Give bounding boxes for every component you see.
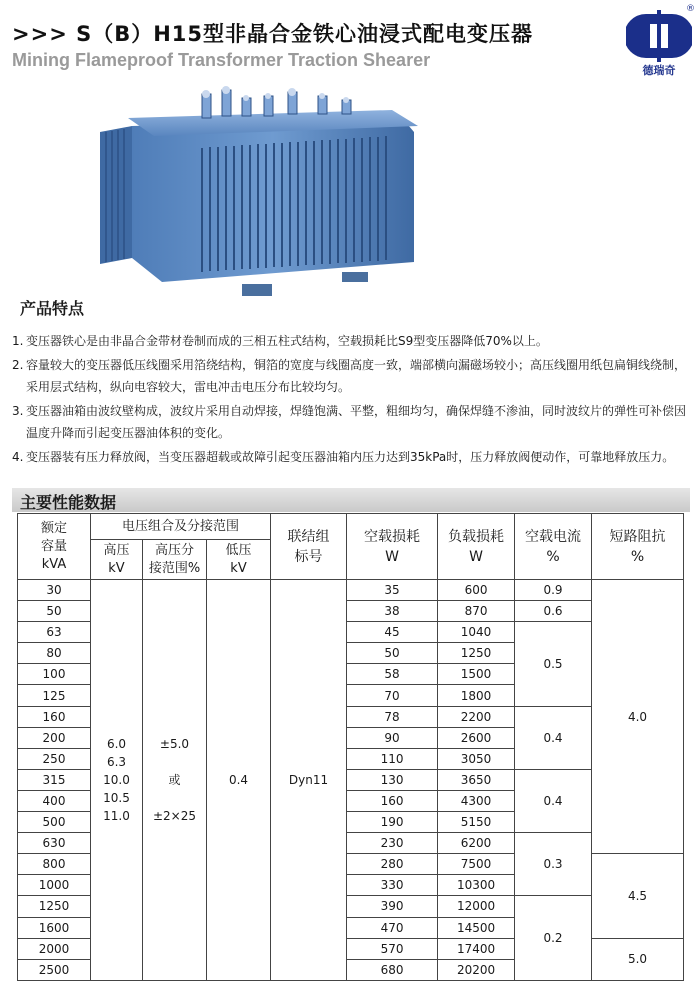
page-title: >>> S（B）H15型非晶合金铁心油浸式配电变压器 (12, 22, 534, 46)
feature-item: 2. 容量较大的变压器低压线圈采用箔绕结构，铜箔的宽度与线圈高度一致，端部横向漏磁场较小；高压线圈用纸包扁铜线绕制，采用层式结构，纵向电容较大，雷电冲击电压分布比较均匀。 (12, 358, 687, 394)
cell-load-loss: 1500 (438, 664, 515, 685)
cell-capacity: 50 (18, 601, 91, 622)
cell-no-load-loss: 330 (347, 875, 438, 896)
cell-no-load-current: 0.3 (515, 833, 592, 896)
cell-capacity: 1250 (18, 896, 91, 917)
cell-load-loss: 1800 (438, 685, 515, 706)
cell-no-load-loss: 280 (347, 854, 438, 875)
cell-impedance: 4.5 (592, 854, 684, 938)
cell-capacity: 100 (18, 664, 91, 685)
cell-load-loss: 5150 (438, 812, 515, 833)
cell-load-loss: 7500 (438, 854, 515, 875)
cell-hv-range: 6.0 6.3 10.0 10.5 11.0 (91, 580, 143, 981)
header-lv: 低压 kV (207, 540, 271, 580)
cell-load-loss: 3050 (438, 748, 515, 769)
cell-capacity: 250 (18, 748, 91, 769)
cell-load-loss: 1250 (438, 643, 515, 664)
cell-lv: 0.4 (207, 580, 271, 981)
feature-item: 3. 变压器油箱由波纹壁构成，波纹片采用自动焊接，焊缝饱满、平整，粗细均匀，确保焊缝不渗油，同时波纹片的弹性可补偿因温度升降而引起变压器油体积的变化。 (12, 404, 687, 440)
cell-capacity: 500 (18, 812, 91, 833)
cell-tap-range: ±5.0 或 ±2×25 (143, 580, 207, 981)
cell-no-load-current: 0.4 (515, 706, 592, 769)
cell-load-loss: 10300 (438, 875, 515, 896)
cell-no-load-loss: 130 (347, 769, 438, 790)
cell-load-loss: 4300 (438, 790, 515, 811)
header-tap: 高压分 接范围% (143, 540, 207, 580)
cell-load-loss: 14500 (438, 917, 515, 938)
cell-no-load-current: 0.2 (515, 896, 592, 981)
page-header (12, 18, 612, 71)
feature-item: 4. 变压器装有压力释放阀，当变压器超载或故障引起变压器油箱内压力达到35kPa时，压力释放阀便动作，可靠地释放压力。 (12, 450, 675, 464)
cell-no-load-loss: 390 (347, 896, 438, 917)
cell-capacity: 63 (18, 622, 91, 643)
cell-load-loss: 2600 (438, 727, 515, 748)
cell-capacity: 800 (18, 854, 91, 875)
cell-capacity: 2500 (18, 959, 91, 980)
cell-no-load-current: 0.4 (515, 769, 592, 832)
brand-logo (626, 10, 692, 84)
performance-title: 主要性能数据 (20, 493, 117, 512)
cell-no-load-loss: 70 (347, 685, 438, 706)
cell-capacity: 200 (18, 727, 91, 748)
logo-name: 德瑞奇 (642, 64, 676, 77)
cell-load-loss: 600 (438, 580, 515, 601)
cell-load-loss: 870 (438, 601, 515, 622)
logo-emblem-icon (626, 10, 692, 62)
cell-capacity: 1000 (18, 875, 91, 896)
cell-no-load-current: 0.9 (515, 580, 592, 601)
header-voltage-group: 电压组合及分接范围 (91, 514, 271, 540)
header-load-loss: 负载损耗 W (438, 514, 515, 580)
cell-no-load-loss: 58 (347, 664, 438, 685)
registered-mark: ® (686, 4, 695, 14)
cell-capacity: 1600 (18, 917, 91, 938)
cell-no-load-current: 0.5 (515, 622, 592, 706)
header-no-load-loss: 空载损耗 W (347, 514, 438, 580)
cell-no-load-loss: 680 (347, 959, 438, 980)
cell-no-load-loss: 190 (347, 812, 438, 833)
cell-no-load-loss: 470 (347, 917, 438, 938)
cell-load-loss: 12000 (438, 896, 515, 917)
cell-impedance: 5.0 (592, 938, 684, 980)
cell-load-loss: 20200 (438, 959, 515, 980)
header-hv: 高压 kV (91, 540, 143, 580)
cell-load-loss: 2200 (438, 706, 515, 727)
cell-capacity: 160 (18, 706, 91, 727)
transformer-photo (92, 86, 437, 308)
cell-capacity: 630 (18, 833, 91, 854)
cell-no-load-current: 0.6 (515, 601, 592, 622)
cell-capacity: 30 (18, 580, 91, 601)
cell-capacity: 2000 (18, 938, 91, 959)
cell-impedance: 4.0 (592, 580, 684, 854)
cell-no-load-loss: 35 (347, 580, 438, 601)
cell-capacity: 125 (18, 685, 91, 706)
cell-capacity: 80 (18, 643, 91, 664)
cell-capacity: 315 (18, 769, 91, 790)
features-list (12, 330, 688, 470)
features-title: 产品特点 (20, 299, 85, 318)
cell-load-loss: 6200 (438, 833, 515, 854)
cell-no-load-loss: 38 (347, 601, 438, 622)
cell-no-load-loss: 50 (347, 643, 438, 664)
transformer-illustration-icon (92, 86, 437, 308)
feature-item: 1. 变压器铁心是由非晶合金带材卷制而成的三相五柱式结构，空载损耗比S9型变压器降低70%以上。 (12, 334, 548, 348)
page-subtitle: Mining Flameproof Transformer Traction Shearer (12, 50, 431, 70)
header-connection: 联结组 标号 (271, 514, 347, 580)
cell-load-loss: 1040 (438, 622, 515, 643)
cell-connection: Dyn11 (271, 580, 347, 981)
cell-no-load-loss: 90 (347, 727, 438, 748)
cell-no-load-loss: 78 (347, 706, 438, 727)
cell-load-loss: 3650 (438, 769, 515, 790)
header-capacity: 额定 容量 kVA (18, 514, 91, 580)
cell-no-load-loss: 570 (347, 938, 438, 959)
performance-table (17, 513, 684, 981)
header-no-load-current: 空载电流 % (515, 514, 592, 580)
cell-no-load-loss: 230 (347, 833, 438, 854)
cell-no-load-loss: 160 (347, 790, 438, 811)
header-impedance: 短路阻抗 % (592, 514, 684, 580)
cell-no-load-loss: 110 (347, 748, 438, 769)
cell-load-loss: 17400 (438, 938, 515, 959)
cell-capacity: 400 (18, 790, 91, 811)
cell-no-load-loss: 45 (347, 622, 438, 643)
performance-section-bar (12, 488, 690, 512)
